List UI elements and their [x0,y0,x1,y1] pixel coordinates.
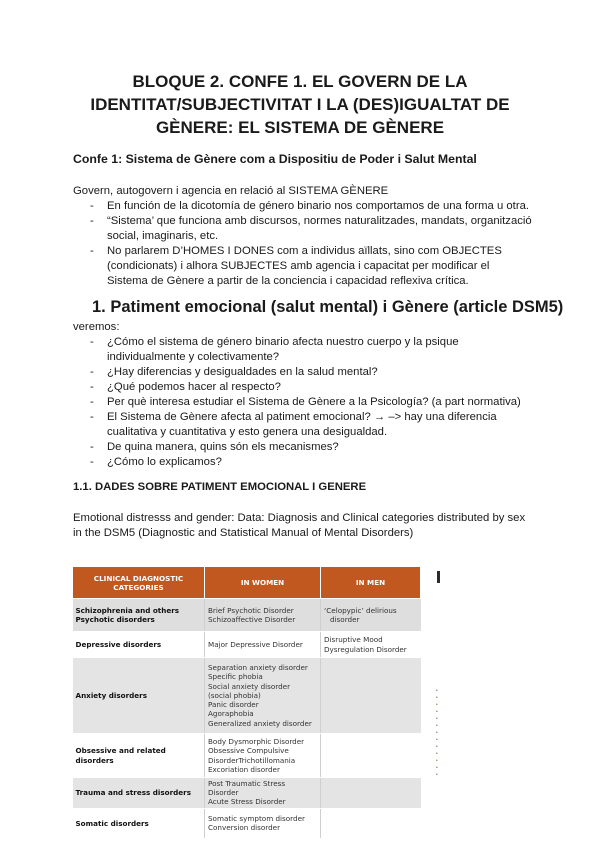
table-row [73,808,421,838]
section-1-1-paragraph: Emotional distresss and gender: Data: Diagnosis and Clinical categories distributed by sex in the DSM5 (Diagnostic and Statistical Manual of Mental Disorders) [73,512,526,539]
table-row [73,599,421,632]
cell-line: Schizoaffective Disorder [208,615,296,624]
list-item: - ¿Qué podemos hacer al respecto? [73,380,533,395]
margin-dots: • • • • • • • • • • • • • [436,688,438,778]
cell-line: (social phobia) [208,690,261,700]
women-cell [205,778,321,809]
cell-line: Major Depressive Disorder [208,639,303,649]
cell-line: Dysregulation Disorder [324,644,407,654]
list-item: - Per què interesa estudiar el Sistema de Gènere a la Psicología? (a part normativa) [73,395,533,410]
cell-line: Acute Stress Disorder [208,797,286,807]
women-cell [205,734,321,778]
women-cell [205,599,321,632]
men-cell [321,778,421,809]
cell-line: Specific phobia [208,672,263,682]
cell-line: ‘Celopypic’ delirious [324,605,397,615]
category-cell: Anxiety disorders [73,658,205,734]
cell-line: DisorderTrichotillomania [208,755,296,765]
women-cell [205,808,321,838]
men-cell [321,734,421,778]
table-row [73,658,421,734]
list-item: - “Sistema’ que funciona amb discursos, normes naturalitzades, mandats, organització social, imaginaris, etc. [73,214,533,244]
table-header: IN WOMEN [205,567,321,599]
dsm5-table [72,566,421,839]
men-cell [321,658,421,734]
table-header: CLINICAL DIAGNOSTIC CATEGORIES [73,567,205,599]
list-item: - ¿Hay diferencias y desigualdades en la salud mental? [73,365,533,380]
list-item: - No parlarem D’HOMES I DONES com a individus aïllats, sino com OBJECTES (condicionats) i alhora SUBJECTES amb agencia i capacitat per modificar el Sistema de Gènere a partir de la conciencia i capacidad reflexiva crítica. [73,244,533,289]
intro-paragraph: Govern, autogovern i agencia en relació al SISTEMA GÈNERE [73,185,389,197]
category-cell: Somatic disorders [73,808,205,838]
category-cell: Schizophrenia and others Psychotic disorders [73,599,205,632]
cell-line: Body Dysmorphic Disorder [208,737,305,747]
men-cell [321,599,421,632]
list-item: - El Sistema de Gènere afecta al patiment emocional? → –> hay una diferencia cualitativa y cuantitativa y esto genera una desigualdad. [73,410,533,440]
men-cell [321,808,421,838]
list-item: - De quina manera, quins són els mecanismes? [73,440,533,455]
table-header: IN MEN [321,567,421,599]
section-1-heading: 1. Patiment emocional (salut mental) i Gènere (article DSM5) [92,298,564,316]
cell-line: Disruptive Mood [324,635,383,645]
document-title: BLOQUE 2. CONFE 1. EL GOVERN DE LA IDENTITAT/SUBJECTIVITAT I LA (DES)IGUALTAT DE GÈNERE: EL SISTEMA DE GÈNERE [90,72,510,137]
women-cell [205,658,321,734]
section-1-1-heading: 1.1. DADES SOBRE PATIMENT EMOCIONAL I GENERE [73,481,367,493]
women-cell [205,632,321,658]
cell-line: Excoriation disorder [208,764,280,774]
section-1-lead: veremos: [73,321,120,333]
list-item: - ¿Cómo lo explicamos? [73,455,533,470]
cell-line: Separation anxiety disorder [208,663,308,673]
lecture-subtitle: Confe 1: Sistema de Gènere com a Dispositiu de Poder i Salut Mental [73,152,477,166]
category-cell: Obsessive and related disorders [73,734,205,778]
cell-line: Panic disorder [208,700,259,710]
cell-line: Brief Psychotic Disorder [208,605,294,615]
margin-mark [437,571,440,583]
cell-line: Obsessive Compulsive [208,746,289,756]
table-row [73,778,421,809]
cell-line: Agoraphobia [208,709,254,719]
cell-line: Conversion disorder [208,823,281,833]
cell-line: Social anxiety disorder [208,681,291,691]
intro-list [73,199,533,289]
dsm5-table-image [72,566,430,848]
cell-line: Generalized anxiety disorder [208,718,312,728]
cell-line: disorder [330,615,360,624]
cell-line: Post Traumatic Stress Disorder [208,779,286,798]
men-cell [321,632,421,658]
category-cell: Depressive disorders [73,632,205,658]
category-cell: Trauma and stress disorders [73,778,205,809]
section-1-list [73,335,533,470]
list-item: - ¿Cómo el sistema de género binario afecta nuestro cuerpo y la psique individualmente y colectivamente? [73,335,533,365]
table-row [73,734,421,778]
table-row [73,632,421,658]
cell-line: Somatic symptom disorder [208,813,305,823]
list-item: - En función de la dicotomía de género binario nos comportamos de una forma u otra. [73,199,533,214]
